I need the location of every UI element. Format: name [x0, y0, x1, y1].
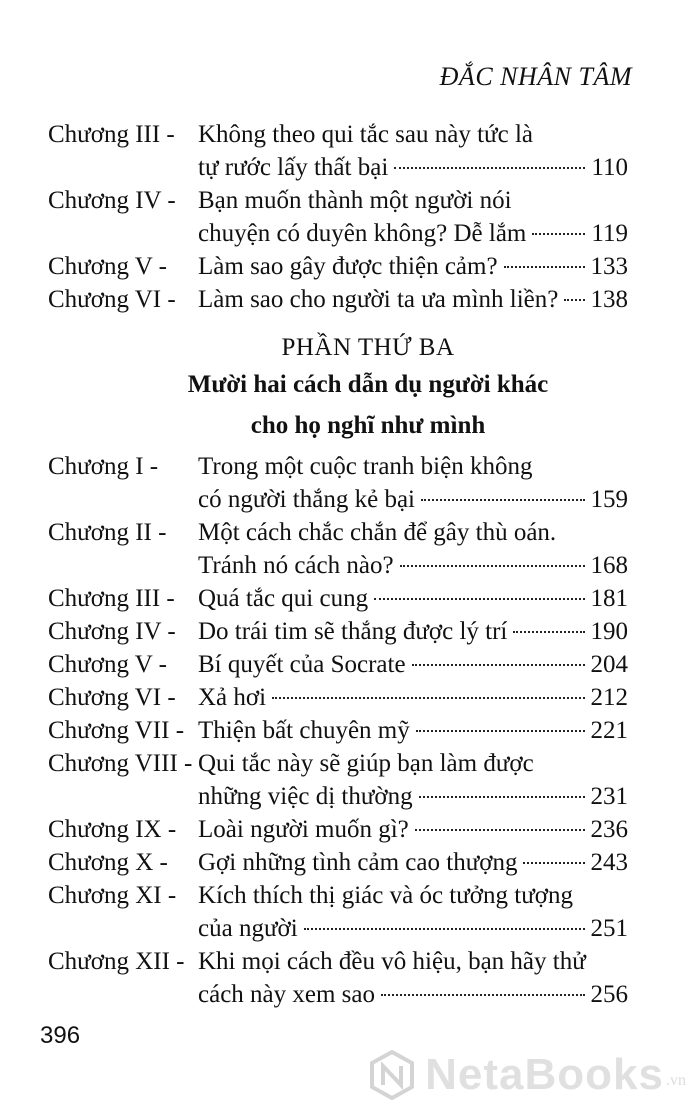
chapter-title-line	[198, 283, 628, 316]
chapter-label: Chương I -	[48, 453, 159, 480]
chapter-title-line	[198, 151, 628, 184]
chapter-title-text: Làm sao cho người ta ưa mình liền?	[198, 286, 559, 313]
chapter-label: Chương VI -	[48, 286, 176, 313]
chapter-title-text: tự rước lấy thất bại	[198, 154, 389, 181]
toc-entry	[48, 714, 628, 747]
chapter-title	[196, 945, 628, 1011]
chapter-title-line: Kích thích thị giác và óc tưởng tượng	[198, 882, 573, 909]
chapter-title-text: Bí quyết của Socrate	[198, 651, 406, 678]
chapter-label: Chương X -	[48, 849, 168, 876]
dot-leader	[272, 697, 584, 699]
toc-entry	[48, 250, 628, 283]
chapter-title-text: Tránh nó cách nào?	[198, 552, 394, 579]
toc-entry	[48, 648, 628, 681]
dot-leader	[416, 730, 585, 732]
chapter-title	[196, 184, 628, 250]
page-reference: 231	[590, 783, 628, 810]
page-reference: 138	[590, 286, 628, 313]
chapter-label: Chương VIII -	[48, 750, 193, 777]
running-head: ĐẮC NHÂN TÂM	[439, 62, 632, 91]
chapter-title-line: Bạn muốn thành một người nói	[198, 187, 512, 214]
chapter-title-line: Một cách chắc chắn để gây thù oán.	[198, 519, 557, 546]
chapter-title-text: Loài người muốn gì?	[198, 816, 409, 843]
chapter-label: Chương IV -	[48, 618, 176, 645]
chapter-label: Chương III -	[48, 121, 175, 148]
chapter-label: Chương V -	[48, 651, 167, 678]
chapter-title	[196, 813, 628, 846]
chapter-title-line	[198, 549, 628, 582]
toc-entry	[48, 846, 628, 879]
chapter-title	[196, 283, 628, 316]
toc-entry	[48, 516, 628, 582]
toc-entry	[48, 879, 628, 945]
dot-leader	[400, 565, 585, 567]
part-subtitle: cho họ nghĩ như mình	[250, 412, 486, 439]
chapter-title	[196, 648, 628, 681]
chapter-title	[196, 747, 628, 813]
toc-entry	[48, 747, 628, 813]
page-reference: 110	[591, 154, 628, 181]
chapter-title-text: Xả hơi	[198, 684, 267, 711]
chapter-title-line: Không theo qui tắc sau này tức là	[198, 121, 533, 148]
chapter-label: Chương IV -	[48, 187, 176, 214]
chapter-title-line	[198, 714, 628, 747]
toc-entry	[48, 118, 628, 184]
toc-entry	[48, 681, 628, 714]
n-hexagon-logo-icon	[367, 1050, 417, 1100]
chapter-title-line	[198, 846, 628, 879]
toc-entry	[48, 184, 628, 250]
chapter-label: Chương XI -	[48, 882, 177, 909]
chapter-title-line	[198, 648, 628, 681]
chapter-title-line	[198, 978, 628, 1011]
toc-entry	[48, 945, 628, 1011]
dot-leader	[394, 167, 585, 169]
page-reference: 168	[590, 552, 628, 579]
toc-entry	[48, 615, 628, 648]
page-reference: 251	[590, 915, 628, 942]
chapter-title-line: Khi mọi cách đều vô hiệu, bạn hãy thử	[198, 948, 586, 975]
dot-leader	[412, 664, 585, 666]
page-reference: 243	[590, 849, 628, 876]
chapter-title-text: của người	[198, 915, 298, 942]
dot-leader	[513, 631, 584, 633]
chapter-label: Chương V -	[48, 253, 167, 280]
chapter-title-text: Làm sao gây được thiện cảm?	[198, 253, 498, 280]
dot-leader	[564, 299, 584, 301]
chapter-label: Chương XII -	[48, 948, 185, 975]
chapter-title-line	[198, 615, 628, 648]
chapter-title	[196, 516, 628, 582]
part-subtitle: Mười hai cách dẫn dụ người khác	[187, 371, 549, 398]
chapter-label: Chương VI -	[48, 684, 176, 711]
toc-entry	[48, 450, 628, 516]
chapter-title	[196, 615, 628, 648]
chapter-title-line	[198, 250, 628, 283]
page-reference: 133	[590, 253, 628, 280]
dot-leader	[532, 233, 585, 235]
dot-leader	[304, 928, 585, 930]
chapter-title	[196, 681, 628, 714]
chapter-title-text: có người thắng kẻ bại	[198, 486, 415, 513]
table-of-contents	[48, 118, 628, 1011]
chapter-title	[196, 250, 628, 283]
dot-leader	[504, 266, 585, 268]
page-reference: 159	[590, 486, 628, 513]
chapter-title	[196, 118, 628, 184]
chapter-title-line	[198, 483, 628, 516]
chapter-title-line	[198, 582, 628, 615]
chapter-title	[196, 714, 628, 747]
chapter-title	[196, 846, 628, 879]
chapter-title-line	[198, 912, 628, 945]
chapter-title-text: Quá tắc qui cung	[198, 585, 369, 612]
chapter-label: Chương IX -	[48, 816, 177, 843]
page-reference: 119	[591, 220, 628, 247]
chapter-title	[196, 582, 628, 615]
chapter-title-line	[198, 780, 628, 813]
part-title: PHẦN THỨ BA	[281, 334, 455, 361]
page-reference: 256	[590, 981, 628, 1008]
chapter-title	[196, 450, 628, 516]
chapter-title-line: Qui tắc này sẽ giúp bạn làm được	[198, 750, 534, 777]
dot-leader	[374, 598, 584, 600]
chapter-title-text: Do trái tim sẽ thắng được lý trí	[198, 618, 508, 645]
page-reference: 204	[590, 651, 628, 678]
chapter-title-text: cách này xem sao	[198, 981, 376, 1008]
chapter-title-line	[198, 681, 628, 714]
dot-leader	[419, 796, 585, 798]
watermark	[367, 1050, 686, 1100]
dot-leader	[381, 994, 584, 996]
chapter-title	[196, 879, 628, 945]
page-reference: 221	[590, 717, 628, 744]
toc-entry	[48, 582, 628, 615]
chapter-title-text: chuyện có duyên không? Dễ lắm	[198, 220, 527, 247]
toc-entry	[48, 813, 628, 846]
page-reference: 190	[590, 618, 628, 645]
chapter-label: Chương II -	[48, 519, 167, 546]
dot-leader	[421, 499, 585, 501]
chapter-title-text: những việc dị thường	[198, 783, 413, 810]
chapter-title-line	[198, 813, 628, 846]
watermark-text: NetaBooks	[425, 1050, 664, 1099]
dot-leader	[523, 862, 584, 864]
page-number: 396	[40, 1022, 81, 1049]
page-reference: 181	[590, 585, 628, 612]
page-reference: 212	[590, 684, 628, 711]
chapter-title-text: Gợi những tình cảm cao thượng	[198, 849, 518, 876]
chapter-label: Chương III -	[48, 585, 175, 612]
watermark-suffix: .vn	[666, 1072, 686, 1089]
chapter-label: Chương VII -	[48, 717, 185, 744]
page-reference: 236	[590, 816, 628, 843]
chapter-title-line	[198, 217, 628, 250]
chapter-title-text: Thiện bất chuyên mỹ	[198, 717, 410, 744]
toc-entry	[48, 283, 628, 316]
chapter-title-line: Trong một cuộc tranh biện không	[198, 453, 533, 480]
dot-leader	[415, 829, 585, 831]
